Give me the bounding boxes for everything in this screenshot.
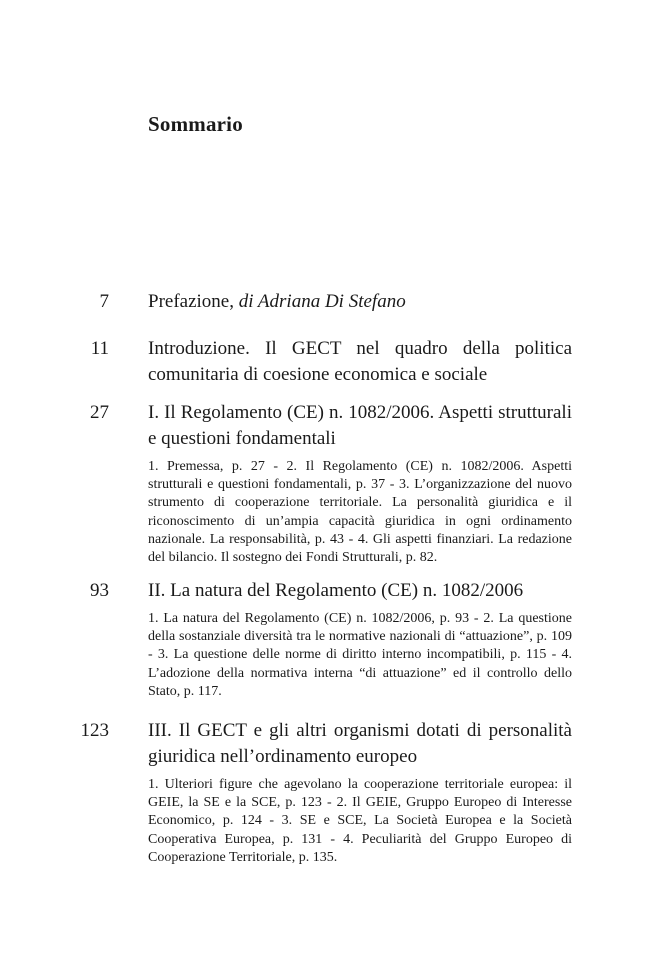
toc-entry-summary: 1. Ulteriori figure che agevolano la cooperazione territoriale europea: il GEIE, la SE e la SCE, p. 123 - 2. Il GEIE, Gruppo Europeo di Interesse Economico, p. 124 - 3. SE e SCE, La Società Europea e la Società Cooperativa Europea, p. 131 - 4. Peculiarità del Gruppo Europeo di Cooperazione Territoriale, p. 135. <box>148 777 572 865</box>
toc-entry-title <box>148 289 572 315</box>
toc-entry-body <box>148 718 572 867</box>
toc-entry-summary: 1. La natura del Regolamento (CE) n. 1082/2006, p. 93 - 2. La questione della sostanziale diversità tra le normative nazionali di “attuazione”, p. 109 - 3. La questione delle norme di diritto interno incompatibili, p. 115 - 4. L’adozione della normativa interna “di attuazione” ed il controllo dello Stato, p. 117. <box>148 611 572 699</box>
toc-entry-title: II. La natura del Regolamento (CE) n. 1082/2006 <box>148 580 524 601</box>
toc-entry-title: III. Il GECT e gli altri organismi dotati di personalità giuridica nell’ordinamento europeo <box>148 720 572 767</box>
toc-title-text: Prefazione, <box>148 291 239 312</box>
toc-entry-body <box>148 578 572 701</box>
page-title: Sommario <box>148 112 243 136</box>
toc-page-number: 27 <box>90 402 109 423</box>
toc-entry-summary: 1. Premessa, p. 27 - 2. Il Regolamento (CE) n. 1082/2006. Aspetti strutturali e questioni fondamentali, p. 37 - 3. L’organizzazione del nuovo strumento di cooperazione territoriale. La personalità giuridica e il riconoscimento di un’ampia capacità giuridica in ogni ordinamento nazionale. La responsabilità, p. 43 - 4. Gli aspetti finanziari. La redazione del bilancio. Il sostegno dei Fondi Strutturali, p. 82. <box>148 459 572 566</box>
toc-page-number: 93 <box>90 580 109 601</box>
toc-entry-body <box>148 289 572 315</box>
toc-entry-body <box>148 400 572 567</box>
toc-page-number: 123 <box>80 720 109 741</box>
toc-entry-title: Introduzione. Il GECT nel quadro della politica comunitaria di coesione economica e sociale <box>148 338 572 385</box>
toc-entry-title: I. Il Regolamento (CE) n. 1082/2006. Aspetti strutturali e questioni fondamentali <box>148 402 572 449</box>
toc-page-number: 7 <box>99 291 109 312</box>
toc-author: di Adriana Di Stefano <box>238 291 406 312</box>
toc-page-number: 11 <box>90 338 109 359</box>
toc-entry-body <box>148 336 572 388</box>
